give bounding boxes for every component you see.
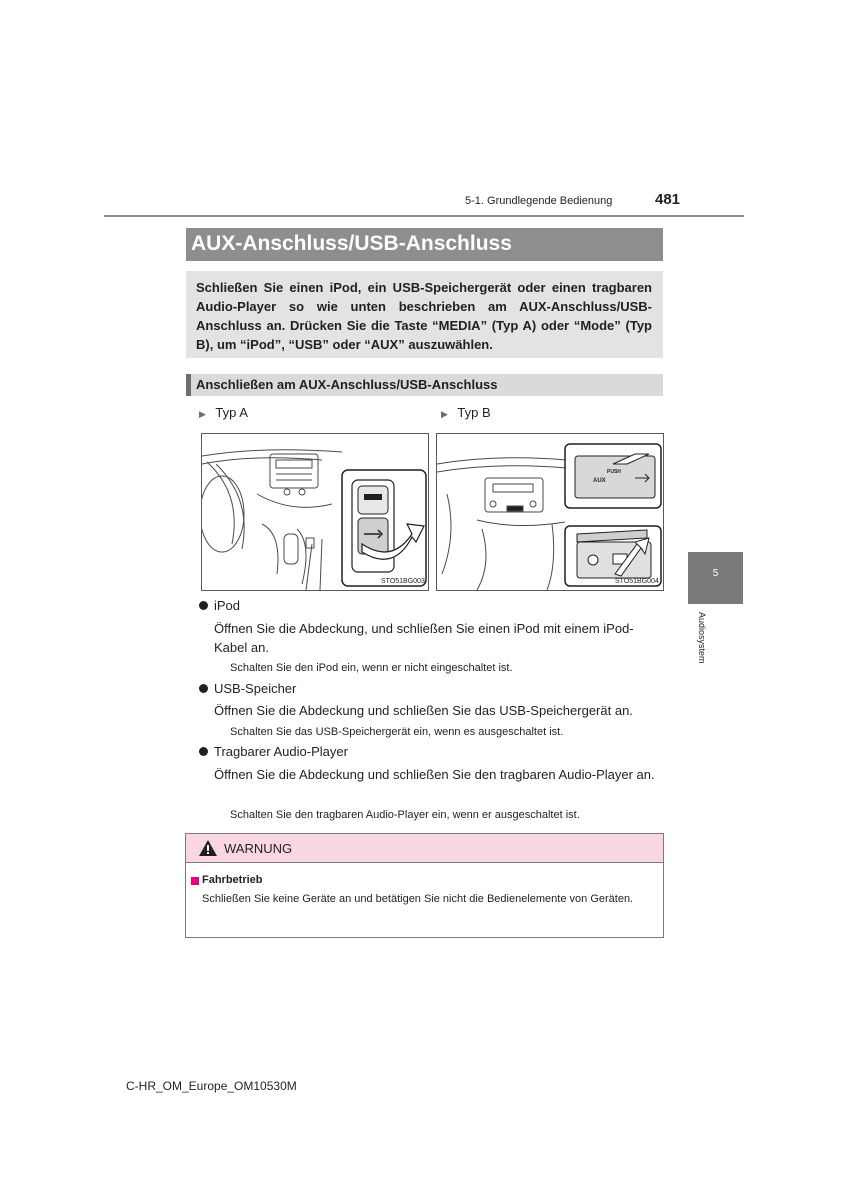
- warning-label: WARNUNG: [224, 841, 293, 856]
- item-ipod-title: iPod: [214, 598, 241, 613]
- document-footer: C-HR_OM_Europe_OM10530M: [126, 1079, 297, 1093]
- bullet-icon: [199, 684, 208, 693]
- triangle-right-icon: ▶: [199, 409, 206, 419]
- header-rule: [104, 215, 744, 217]
- warning-triangle-icon: [198, 839, 218, 857]
- warning-header: [186, 834, 663, 863]
- chapter-tab: [688, 552, 743, 604]
- page-number: 481: [655, 191, 681, 208]
- chapter-label: Audiosystem: [697, 612, 707, 664]
- item-usb-text: Öffnen Sie die Abdeckung und schließen Sie das USB-Speichergerät an.: [214, 703, 633, 718]
- figure-b-aux-label: AUX: [593, 478, 606, 484]
- intro-text: Schließen Sie einen iPod, ein USB-Speichergerät oder einen tragbaren Audio-Player so wie unten beschrieben am AUX-Anschluss/USB-Anschluss an. Drücken Sie die Taste “MEDIA” (Typ A) oder “Mode” (Typ B), um “iPod”, “USB” oder “AUX” auszuwählen.: [196, 280, 652, 352]
- pink-square-icon: [191, 877, 199, 885]
- dashboard-illustration-a: [202, 434, 428, 590]
- section-header: 5-1. Grundlegende Bedienung: [465, 195, 613, 207]
- chapter-number: 5: [712, 568, 719, 579]
- warning-text: Schließen Sie keine Geräte an und betätigen Sie nicht die Bedienelemente von Geräten.: [202, 893, 634, 905]
- item-player-note: Schalten Sie den tragbaren Audio-Player ein, wenn er ausgeschaltet ist.: [230, 809, 580, 821]
- page-title-text: AUX-Anschluss/USB-Anschluss: [191, 232, 512, 255]
- item-usb-title: USB-Speicher: [214, 681, 297, 696]
- figure-a-code: STO51BG003: [381, 578, 425, 585]
- bullet-icon: [199, 747, 208, 756]
- dashboard-illustration-b: [437, 434, 663, 590]
- triangle-right-icon: ▶: [441, 409, 448, 419]
- subheading-marker: [186, 374, 191, 396]
- item-usb-note: Schalten Sie das USB-Speichergerät ein, wenn es ausgeschaltet ist.: [230, 726, 564, 738]
- warning-heading: Fahrbetrieb: [202, 874, 263, 886]
- page-title: [186, 228, 663, 261]
- type-b-label: [441, 403, 491, 422]
- figure-type-b: [436, 433, 664, 591]
- type-a-label: [199, 403, 248, 422]
- figure-b-push-label: PUSH: [607, 469, 621, 475]
- subheading-text: Anschließen am AUX-Anschluss/USB-Anschluss: [196, 377, 498, 392]
- bullet-icon: [199, 601, 208, 610]
- type-b-text: Typ B: [457, 405, 491, 420]
- type-a-text: Typ A: [215, 405, 248, 420]
- intro-box: [186, 271, 663, 358]
- item-player-text: Öffnen Sie die Abdeckung und schließen Sie den tragbaren Audio-Player an.: [214, 767, 655, 782]
- item-ipod-text: Öffnen Sie die Abdeckung, und schließen Sie einen iPod mit einem iPod-Kabel an.: [214, 621, 634, 655]
- item-player-title: Tragbarer Audio-Player: [214, 744, 348, 759]
- warning-box: [185, 833, 664, 938]
- subheading-bar: [186, 374, 663, 396]
- figure-type-a: [201, 433, 429, 591]
- item-ipod-note: Schalten Sie den iPod ein, wenn er nicht eingeschaltet ist.: [230, 662, 513, 674]
- figure-b-code: STO51BG004: [615, 578, 659, 585]
